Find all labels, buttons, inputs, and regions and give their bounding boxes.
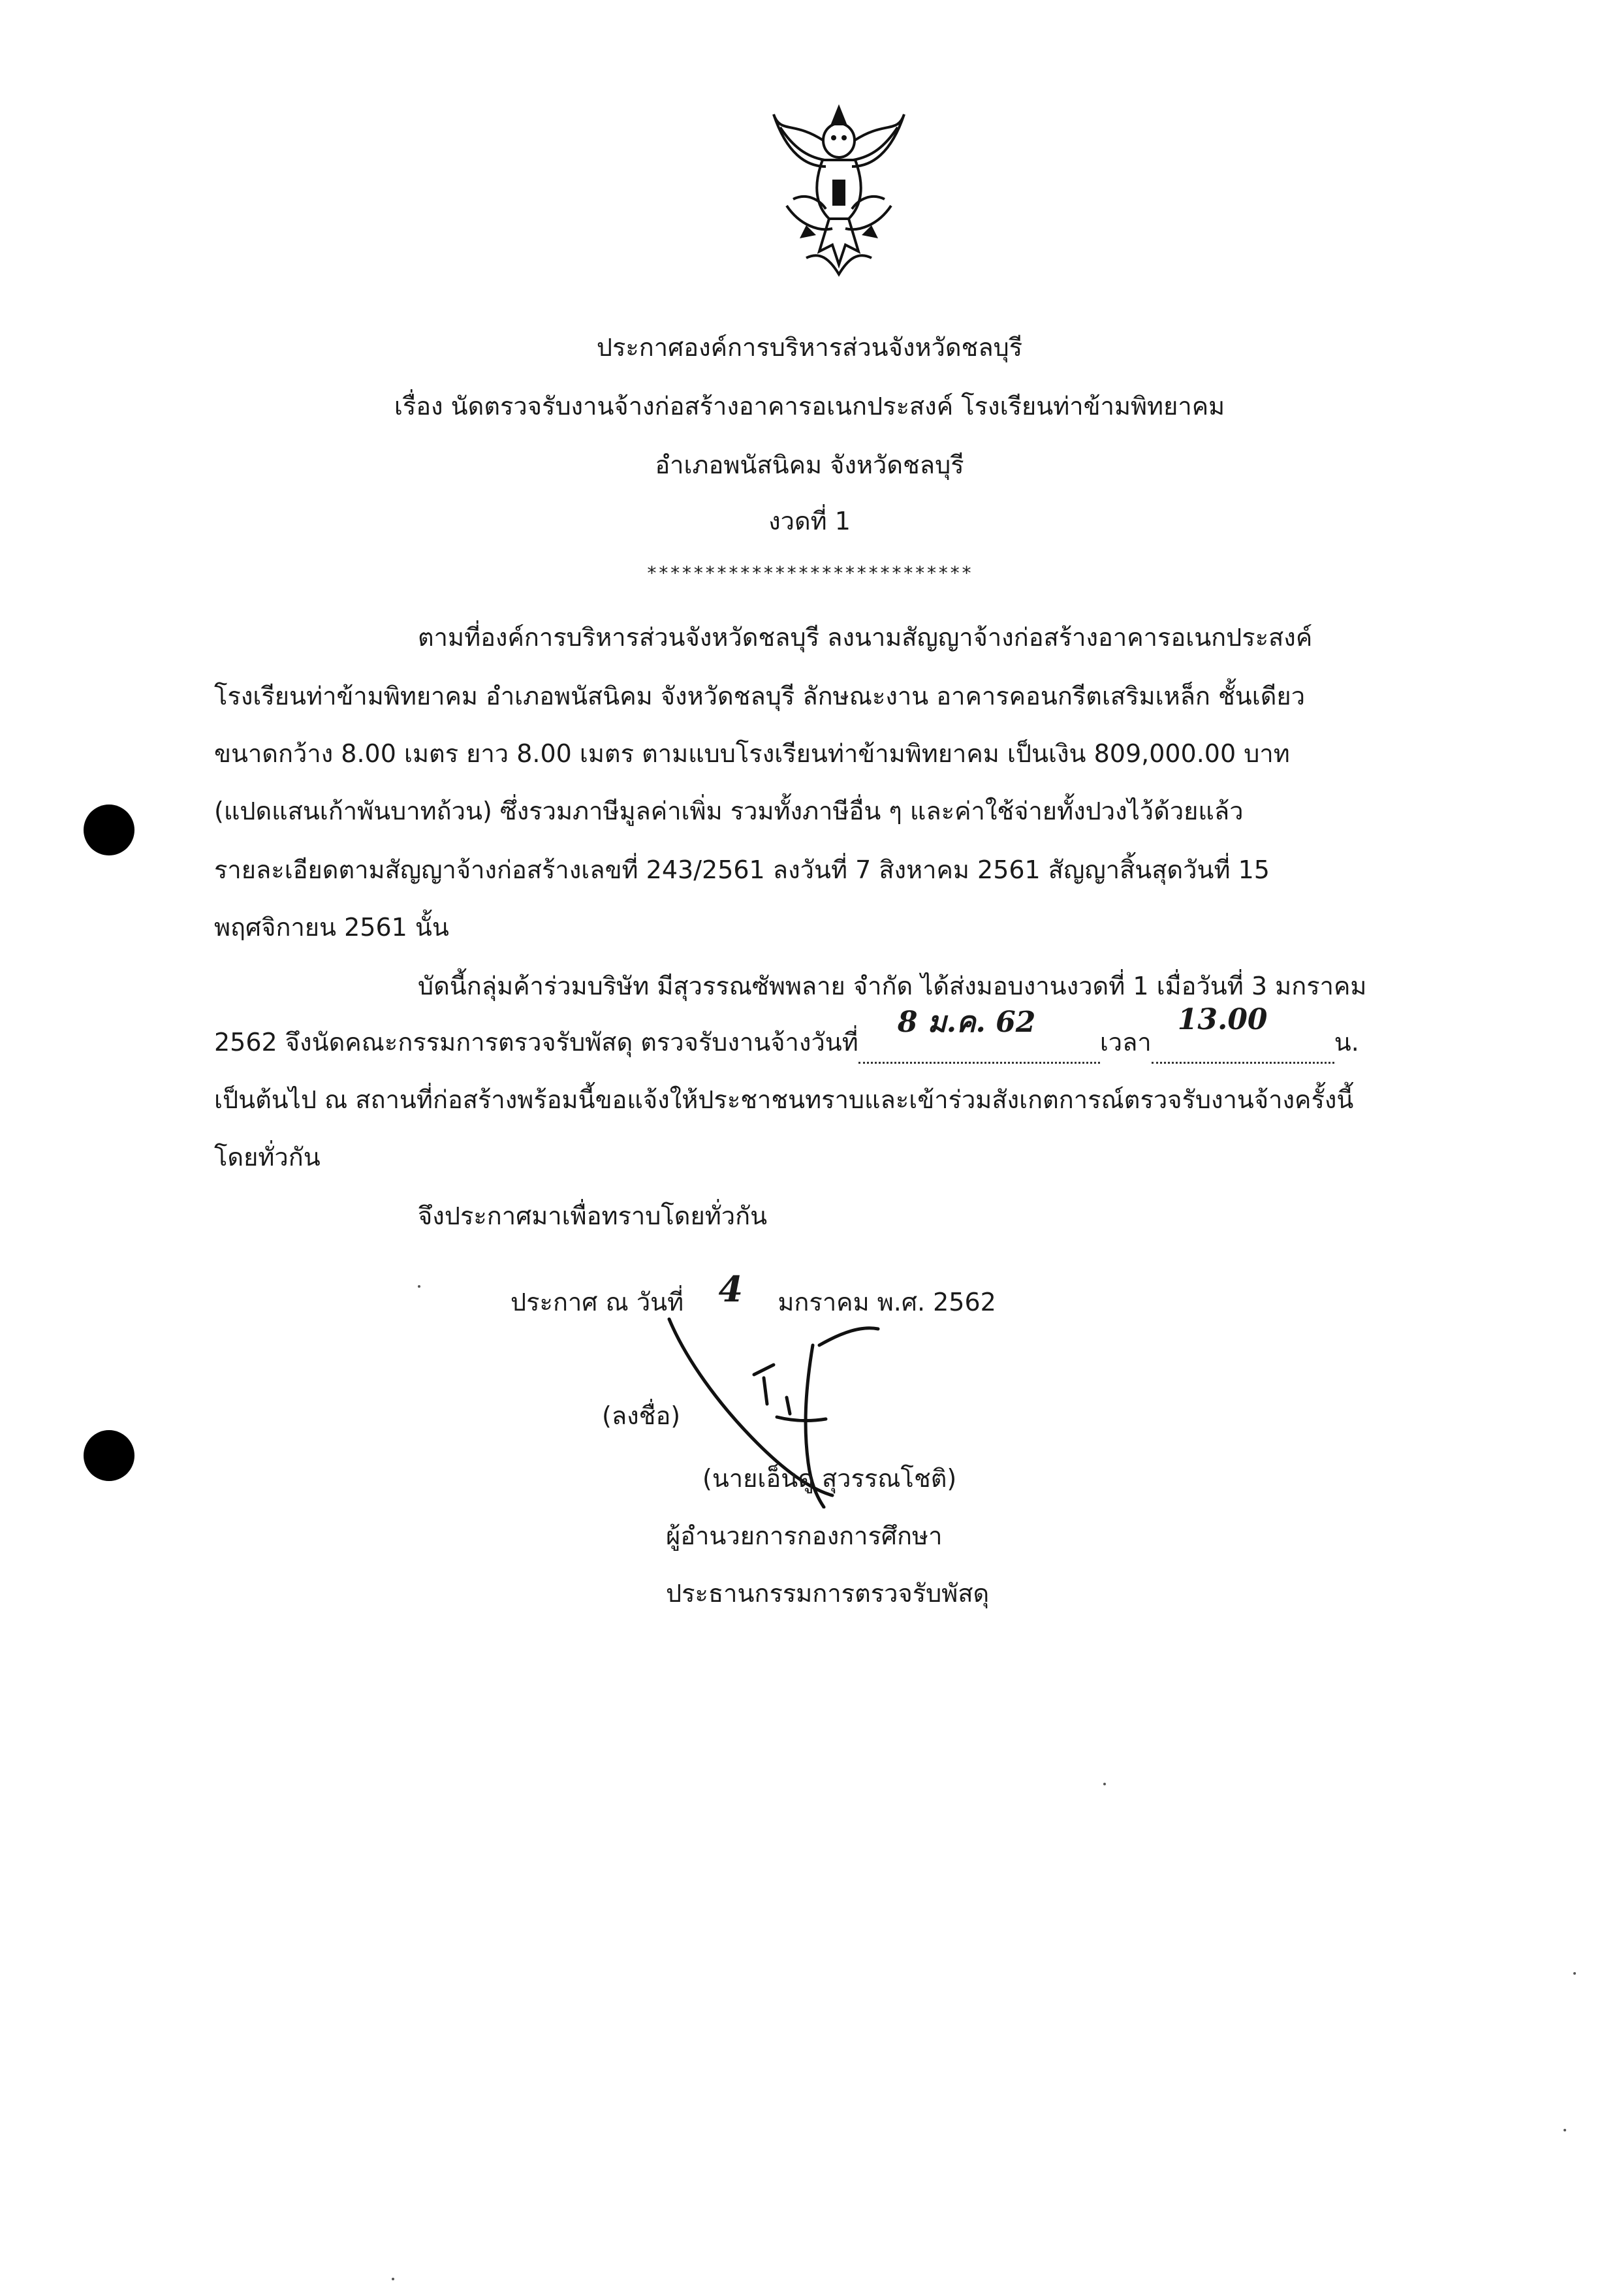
- signed-label: (ลงชื่อ): [602, 1401, 681, 1430]
- separator-stars: ****************************: [646, 562, 973, 584]
- handwritten-date: 8 ม.ค. 62: [897, 1006, 1036, 1039]
- appointment-time-field: [1152, 1003, 1334, 1064]
- signer-name: (นายเอ็นดู สุวรรณโชติ): [702, 1464, 957, 1493]
- district-line: อำเภอพนัสนิคม จังหวัดชลบุรี: [655, 451, 964, 479]
- paragraph1-line2: โรงเรียนท่าข้ามพิทยาคม อำเภอพนัสนิคม จังหวัดชลบุรี ลักษณะงาน อาคารคอนกรีตเสริมเหล็ก ชั้นเดียว: [214, 682, 1306, 710]
- paragraph1-line4: (แปดแสนเก้าพันบาทถ้วน) ซึ่งรวมภาษีมูลค่าเพิ่ม รวมทั้งภาษีอื่น ๆ และค่าใช้จ่ายทั้งปวงไว้ด้วยแล้ว: [214, 797, 1244, 825]
- appointment-prefix: 2562 จึงนัดคณะกรรมการตรวจรับพัสดุ ตรวจรับงานจ้างวันที่: [214, 1028, 858, 1057]
- scan-speck: [1573, 1972, 1576, 1975]
- scan-speck: [418, 1285, 420, 1288]
- paragraph2-line2: [214, 1003, 1359, 1064]
- handwritten-day: 4: [718, 1268, 744, 1310]
- signer-position-chair: ประธานกรรมการตรวจรับพัสดุ: [666, 1579, 990, 1608]
- closing-statement: จึงประกาศมาเพื่อทราบโดยทั่วกัน: [418, 1202, 768, 1230]
- time-label: เวลา: [1099, 1028, 1152, 1057]
- scan-speck: [1564, 2129, 1566, 2131]
- scan-speck: [392, 2278, 394, 2280]
- paragraph2-line4: โดยทั่วกัน: [214, 1143, 321, 1172]
- garuda-emblem-icon: [767, 95, 911, 284]
- paragraph2-line3: เป็นต้นไป ณ สถานที่ก่อสร้างพร้อมนี้ขอแจ้งให้ประชาชนทราบและเข้าร่วมสังเกตการณ์ตรวจรับงานจ้างครั้งนี้: [214, 1085, 1354, 1114]
- scan-speck: [1103, 1783, 1106, 1785]
- paragraph1-line5: รายละเอียดตามสัญญาจ้างก่อสร้างเลขที่ 243/2561 ลงวันที่ 7 สิงหาคม 2561 สัญญาสิ้นสุดวันที่ 15: [214, 855, 1270, 884]
- punch-hole: [84, 1430, 134, 1481]
- paragraph2-line1: บัดนี้กลุ่มค้าร่วมบริษัท มีสุวรรณซัพพลาย จำกัด ได้ส่งมอบงานงวดที่ 1 เมื่อวันที่ 3 มกราคม: [418, 972, 1367, 1000]
- time-suffix: น.: [1334, 1028, 1359, 1057]
- announce-prefix: ประกาศ ณ วันที่: [511, 1288, 684, 1316]
- handwritten-time: 13.00: [1177, 1003, 1268, 1036]
- installment-line: งวดที่ 1: [768, 507, 851, 535]
- signer-position-director: ผู้อำนวยการกองการศึกษา: [666, 1522, 943, 1550]
- announce-month-year: มกราคม พ.ศ. 2562: [778, 1288, 996, 1316]
- paragraph1-line1: ตามที่องค์การบริหารส่วนจังหวัดชลบุรี ลงนามสัญญาจ้างก่อสร้างอาคารอเนกประสงค์: [418, 623, 1313, 652]
- issuer-title: ประกาศองค์การบริหารส่วนจังหวัดชลบุรี: [596, 333, 1023, 362]
- paragraph1-line3: ขนาดกว้าง 8.00 เมตร ยาว 8.00 เมตร ตามแบบโรงเรียนท่าข้ามพิทยาคม เป็นเงิน 809,000.00 บาท: [214, 739, 1290, 768]
- appointment-date-field: [858, 1006, 1100, 1064]
- punch-hole: [84, 805, 134, 855]
- subject-line: เรื่อง นัดตรวจรับงานจ้างก่อสร้างอาคารอเนกประสงค์ โรงเรียนท่าข้ามพิทยาคม: [394, 392, 1225, 421]
- paragraph1-line6: พฤศจิกายน 2561 นั้น: [214, 913, 449, 942]
